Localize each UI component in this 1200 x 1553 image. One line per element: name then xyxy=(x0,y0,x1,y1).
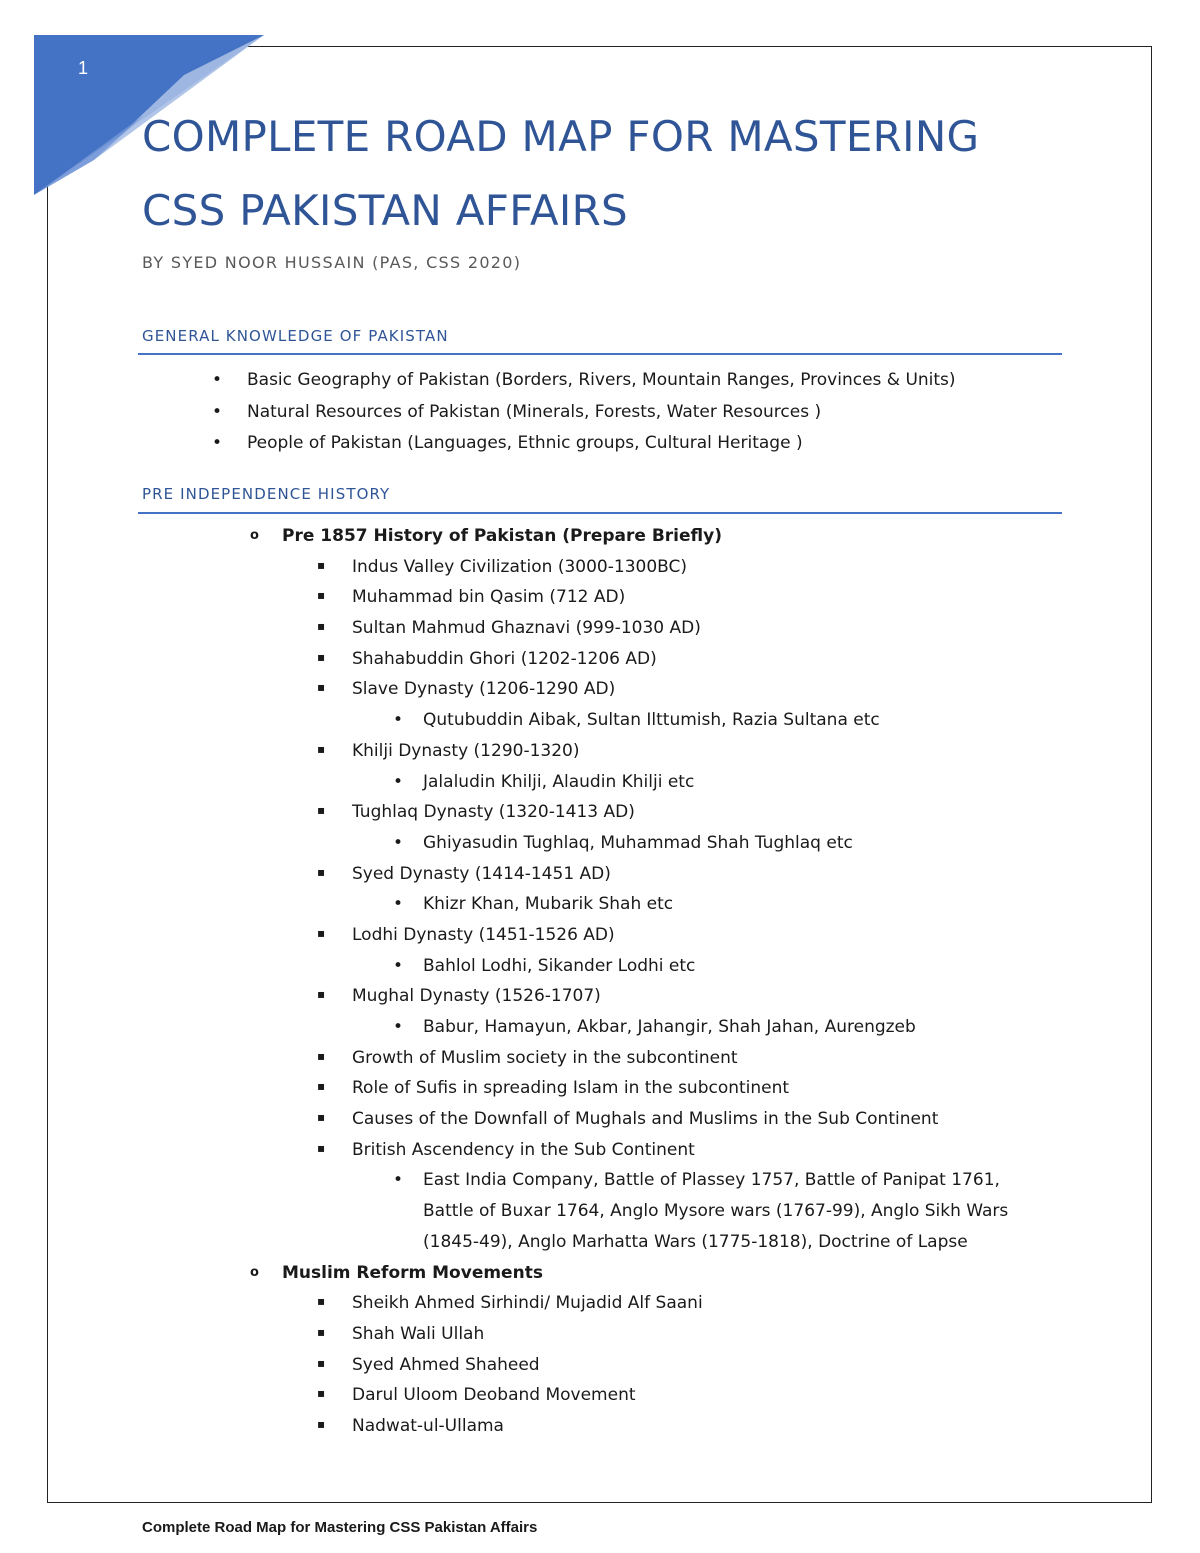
list-item: ▪ Sultan Mahmud Ghaznavi (999-1030 AD) xyxy=(317,618,701,639)
circle-bullet-icon: o xyxy=(250,528,259,543)
list-item: • Bahlol Lodhi, Sikander Lodhi etc xyxy=(393,955,696,976)
outline-item-reform: o Muslim Reform Movements xyxy=(250,1262,543,1283)
bullet-icon: • xyxy=(393,832,404,853)
bullet-icon: • xyxy=(393,955,404,976)
list-item-british-details: • East India Company, Battle of Plassey 1757, Battle of Panipat 1761, Battle of Buxar 1764, Anglo Mysore wars (1767-99), Anglo Sikh Wars (1845-49), Anglo Marhatta Wars (1775-1818), Doctrine of Lapse xyxy=(393,1170,1009,1252)
list-item: • People of Pakistan (Languages, Ethnic groups, Cultural Heritage ) xyxy=(212,433,803,453)
list-item: • Jalaludin Khilji, Alaudin Khilji etc xyxy=(393,771,695,792)
square-bullet-icon: ▪ xyxy=(317,557,326,572)
author-line: BY SYED NOOR HUSSAIN (PAS, CSS 2020) xyxy=(142,253,522,272)
document-title-line-1: COMPLETE ROAD MAP FOR MASTERING xyxy=(142,112,980,161)
section-heading-general: GENERAL KNOWLEDGE OF PAKISTAN xyxy=(142,327,449,345)
square-bullet-icon: ▪ xyxy=(317,588,326,603)
list-item: ▪ Muhammad bin Qasim (712 AD) xyxy=(317,587,626,608)
list-item: ▪ Causes of the Downfall of Mughals and Muslims in the Sub Continent xyxy=(317,1109,939,1130)
document-title-line-2: CSS PAKISTAN AFFAIRS xyxy=(142,186,629,235)
list-item: • Ghiyasudin Tughlaq, Muhammad Shah Tughlaq etc xyxy=(393,832,853,853)
square-bullet-icon: ▪ xyxy=(317,1386,326,1401)
bullet-icon: • xyxy=(212,401,223,422)
square-bullet-icon: ▪ xyxy=(317,680,326,695)
square-bullet-icon: ▪ xyxy=(317,1079,326,1094)
circle-bullet-icon: o xyxy=(250,1264,259,1280)
list-item: ▪ British Ascendency in the Sub Continent xyxy=(317,1139,695,1160)
outline-item-pre1857: o Pre 1857 History of Pakistan (Prepare Briefly) xyxy=(250,526,722,546)
bullet-icon: • xyxy=(212,433,223,453)
square-bullet-icon: ▪ xyxy=(317,803,326,818)
list-item: ▪ Shahabuddin Ghori (1202-1206 AD) xyxy=(317,648,657,669)
square-bullet-icon: ▪ xyxy=(317,619,326,634)
square-bullet-icon: ▪ xyxy=(317,925,326,940)
section-rule-pre-independence xyxy=(138,512,1062,514)
bullet-icon: • xyxy=(393,1170,404,1191)
list-item: • Qutubuddin Aibak, Sultan Ilttumish, Razia Sultana etc xyxy=(393,710,880,731)
square-bullet-icon: ▪ xyxy=(317,1294,326,1309)
list-item: ▪ Khilji Dynasty (1290-1320) xyxy=(317,740,580,761)
bullet-icon: • xyxy=(393,894,404,915)
square-bullet-icon: ▪ xyxy=(317,1110,326,1125)
list-item: ▪ Slave Dynasty (1206-1290 AD) xyxy=(317,679,616,700)
list-item: • Basic Geography of Pakistan (Borders, Rivers, Mountain Ranges, Provinces & Units) xyxy=(212,370,956,390)
list-item: ▪ Syed Ahmed Shaheed xyxy=(317,1354,540,1375)
list-item: ▪ Tughlaq Dynasty (1320-1413 AD) xyxy=(317,802,635,823)
square-bullet-icon: ▪ xyxy=(317,1416,326,1431)
list-item: • Natural Resources of Pakistan (Minerals, Forests, Water Resources ) xyxy=(212,401,822,422)
list-item: • Khizr Khan, Mubarik Shah etc xyxy=(393,894,674,915)
section-heading-pre-independence: PRE INDEPENDENCE HISTORY xyxy=(142,485,391,503)
list-item: ▪ Growth of Muslim society in the subcontinent xyxy=(317,1047,738,1068)
square-bullet-icon: ▪ xyxy=(317,1324,326,1339)
square-bullet-icon: ▪ xyxy=(317,741,326,756)
list-item: • Babur, Hamayun, Akbar, Jahangir, Shah Jahan, Aurengzeb xyxy=(393,1017,916,1037)
list-item: ▪ Role of Sufis in spreading Islam in the subcontinent xyxy=(317,1078,790,1099)
list-item: ▪ Lodhi Dynasty (1451-1526 AD) xyxy=(317,924,615,945)
square-bullet-icon: ▪ xyxy=(317,1048,326,1063)
general-knowledge-list xyxy=(212,370,956,465)
bullet-icon: • xyxy=(393,1017,404,1037)
list-item: ▪ Nadwat-ul-Ullama xyxy=(317,1415,504,1436)
list-item: ▪ Darul Uloom Deoband Movement xyxy=(317,1385,636,1406)
pre-independence-outline xyxy=(245,526,1008,1447)
list-item: ▪ Sheikh Ahmed Sirhindi/ Mujadid Alf Saani xyxy=(317,1293,703,1314)
page-footer: Complete Road Map for Mastering CSS Pakistan Affairs xyxy=(142,1519,538,1536)
square-bullet-icon: ▪ xyxy=(317,987,326,1002)
bullet-icon: • xyxy=(393,710,404,731)
list-item: ▪ Mughal Dynasty (1526-1707) xyxy=(317,986,601,1007)
section-rule-general xyxy=(138,353,1062,355)
list-item: ▪ Indus Valley Civilization (3000-1300BC) xyxy=(317,556,688,577)
list-item: ▪ Shah Wali Ullah xyxy=(317,1323,485,1344)
list-item: ▪ Syed Dynasty (1414-1451 AD) xyxy=(317,863,611,884)
page-number: 1 xyxy=(78,58,89,78)
square-bullet-icon: ▪ xyxy=(317,1140,326,1155)
square-bullet-icon: ▪ xyxy=(317,864,326,879)
bullet-icon: • xyxy=(393,771,404,792)
square-bullet-icon: ▪ xyxy=(317,1355,326,1370)
bullet-icon: • xyxy=(212,370,223,390)
square-bullet-icon: ▪ xyxy=(317,649,326,664)
